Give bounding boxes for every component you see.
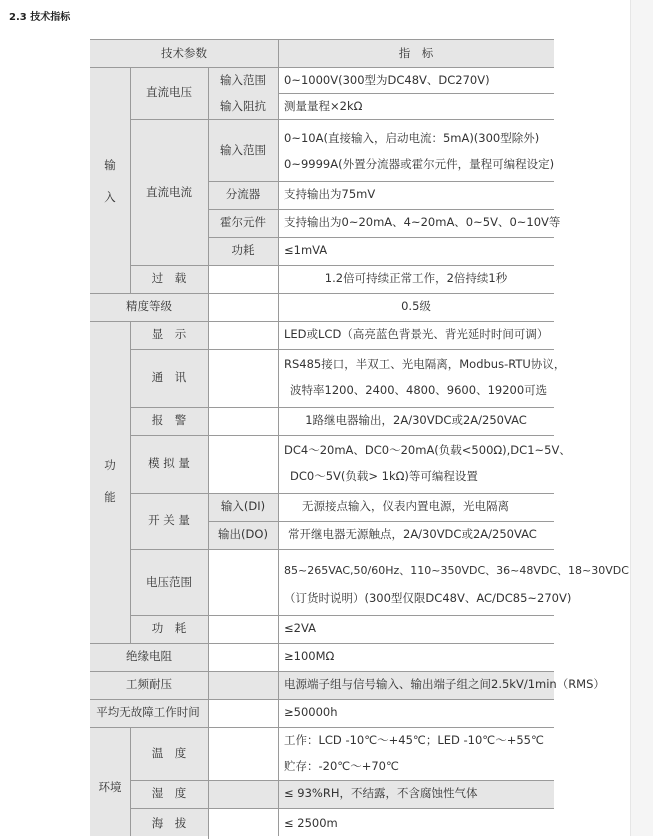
insulation-value: ≥100MΩ — [284, 649, 335, 663]
supply-power-value: ≤2VA — [284, 621, 316, 635]
row-divider — [90, 67, 554, 68]
display-value: LED或LCD（高亮蓝色背景光、背光延时时间可调） — [284, 327, 549, 341]
shunt-label: 分流器 — [225, 187, 261, 201]
di-value: 无源接点输入，仪表内置电源，光电隔离 — [302, 499, 509, 513]
input-sub-shade — [208, 67, 278, 265]
supply-range-line1: 85~265VAC,50/60Hz、110~350VDC、36~48VDC、18~30VDC — [284, 564, 629, 577]
supply-power-label: 功 耗 — [151, 621, 187, 635]
table-top-border — [90, 39, 554, 40]
accuracy-label: 精度等级 — [126, 299, 172, 313]
supply-range-label: 电压范围 — [146, 575, 192, 589]
alarm-value: 1路继电器输出，2A/30VDC或2A/250VAC — [305, 413, 527, 427]
row-divider — [208, 209, 554, 210]
row-divider — [90, 321, 554, 322]
withstand-label: 工频耐压 — [126, 677, 172, 691]
row-divider — [130, 349, 554, 350]
mtbf-value: ≥50000h — [284, 705, 338, 719]
scrollbar-track[interactable] — [630, 0, 653, 836]
header-spec: 指 标 — [398, 46, 434, 60]
do-value: 常开继电器无源触点，2A/30VDC或2A/250VAC — [288, 527, 537, 541]
altitude-label: 海 拔 — [151, 816, 187, 830]
header-shade — [90, 39, 554, 67]
dci-power-value: ≤1mVA — [284, 243, 328, 257]
dcv-range-value: 0~1000V(300型为DC48V、DC270V) — [284, 73, 490, 87]
section-heading: 2.3 技术指标 — [9, 12, 71, 23]
dcv-label: 直流电压 — [146, 85, 192, 99]
hall-value: 支持输出为0~20mA、4~20mA、0~5V、0~10V等 — [284, 215, 561, 229]
dcv-range-label: 输入范围 — [220, 73, 266, 87]
column-divider — [278, 39, 279, 836]
dci-range-line2: 0~9999A(外置分流器或霍尔元件，量程可编程设定) — [284, 157, 555, 171]
overload-value: 1.2倍可持续正常工作，2倍持续1秒 — [324, 271, 508, 285]
function-group-label: 功 能 — [104, 458, 116, 504]
input-group-label: 输 入 — [104, 158, 116, 204]
dci-power-label: 功耗 — [231, 243, 255, 257]
row-divider — [90, 293, 554, 294]
row-divider — [90, 699, 554, 700]
column-divider — [130, 321, 131, 643]
row-divider — [130, 808, 554, 809]
row-divider — [130, 407, 554, 408]
power-group-shade — [90, 549, 208, 643]
analog-line2: DC0～5V(负载> 1kΩ)等可编程设置 — [290, 469, 478, 483]
column-divider — [130, 727, 131, 836]
comm-label: 通 讯 — [151, 370, 187, 384]
supply-range-line2: （订货时说明）(300型仅限DC48V、AC/DC85~270V) — [284, 591, 572, 605]
row-divider — [208, 181, 554, 182]
shunt-value: 支持输出为75mV — [284, 187, 376, 201]
row-divider — [130, 549, 554, 550]
row-divider — [90, 727, 554, 728]
header-param: 技术参数 — [161, 46, 207, 60]
temp-line1: 工作：LCD -10℃～+45℃；LED -10℃～+55℃ — [284, 733, 544, 747]
do-label: 输出(DO) — [218, 527, 268, 541]
row-divider — [130, 493, 554, 494]
column-divider — [130, 67, 131, 293]
altitude-value: ≤ 2500m — [284, 816, 338, 830]
row-divider — [208, 521, 554, 522]
mtbf-label: 平均无故障工作时间 — [96, 705, 200, 719]
dcv-impedance-label: 输入阻抗 — [220, 99, 266, 113]
dci-range-line1: 0~10A(直接输入，启动电流：5mA)(300型除外) — [284, 131, 540, 145]
di-label: 输入(DI) — [220, 499, 266, 513]
environment-group-label: 环境 — [98, 780, 122, 794]
row-divider — [130, 615, 554, 616]
row-divider — [130, 119, 554, 120]
humidity-value: ≤ 93%RH，不结露，不含腐蚀性气体 — [284, 786, 478, 800]
column-divider — [278, 39, 279, 67]
row-divider — [130, 435, 554, 436]
column-divider — [208, 39, 209, 67]
insulation-label: 绝缘电阻 — [126, 649, 172, 663]
column-divider — [208, 67, 209, 839]
switch-label: 开 关 量 — [148, 513, 190, 527]
accuracy-value: 0.5级 — [401, 299, 431, 313]
row-divider — [130, 780, 554, 781]
analog-label: 模 拟 量 — [148, 456, 190, 470]
withstand-value: 电源端子组与信号输入、输出端子组之间2.5kV/1min（RMS） — [284, 677, 605, 691]
row-divider — [90, 671, 554, 672]
comm-line2: 波特率1200、2400、4800、9600、19200可选 — [290, 383, 548, 397]
temp-label: 温 度 — [151, 746, 187, 760]
row-divider — [130, 265, 554, 266]
temp-line2: 贮存：-20℃～+70℃ — [284, 759, 399, 773]
humidity-label: 湿 度 — [151, 786, 187, 800]
row-divider — [208, 237, 554, 238]
comm-line1: RS485接口，半双工、光电隔离，Modbus-RTU协议， — [284, 357, 566, 371]
overload-label: 过 载 — [151, 271, 187, 285]
alarm-label: 报 警 — [151, 413, 187, 427]
dci-label: 直流电流 — [146, 185, 192, 199]
analog-line1: DC4～20mA、DC0～20mA(负载<500Ω),DC1~5V、 — [284, 443, 571, 457]
dcv-impedance-value: 测量量程×2kΩ — [284, 99, 363, 113]
dci-range-label: 输入范围 — [220, 143, 266, 157]
display-label: 显 示 — [151, 327, 187, 341]
spec-table — [90, 39, 629, 836]
row-divider — [278, 93, 554, 94]
hall-label: 霍尔元件 — [220, 215, 266, 229]
row-divider — [90, 643, 554, 644]
